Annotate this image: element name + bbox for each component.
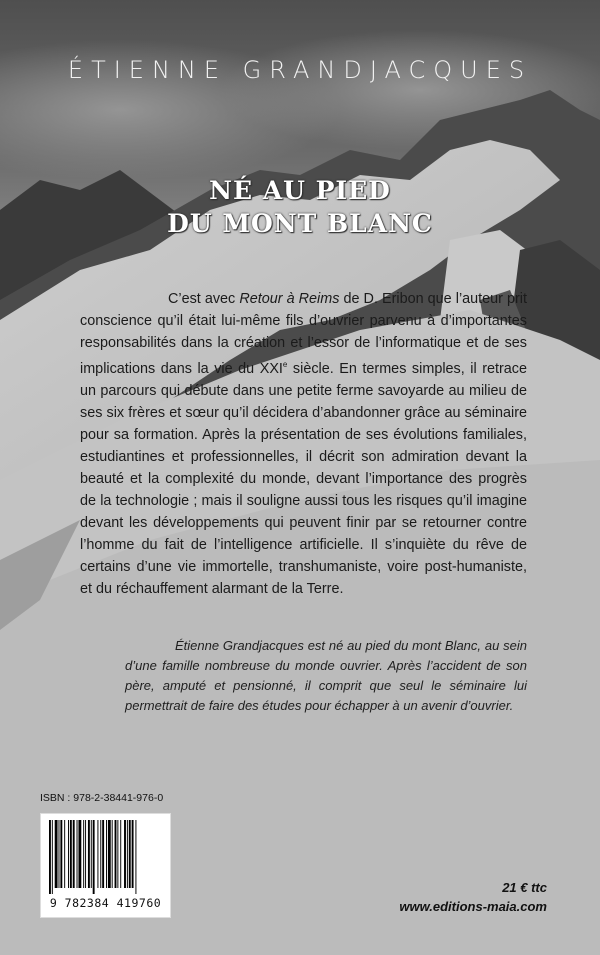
barcode-bar <box>132 820 134 888</box>
barcode-bar <box>78 820 81 888</box>
barcode-bar <box>64 820 65 888</box>
author-bio <box>125 636 527 716</box>
barcode-bar <box>55 820 58 888</box>
barcode-bar <box>83 820 84 888</box>
barcode-bar <box>117 820 118 888</box>
price: 21 € ttc <box>502 880 547 895</box>
barcode-bar <box>60 820 62 888</box>
barcode-bar <box>70 820 72 888</box>
blurb-text <box>80 288 527 600</box>
barcode-bar <box>100 820 101 888</box>
barcode-bar <box>73 820 75 888</box>
isbn-label: ISBN : 978-2-38441-976-0 <box>40 792 164 804</box>
barcode-bar <box>124 820 126 888</box>
barcode-bar <box>49 820 51 894</box>
barcode-bar <box>59 820 60 888</box>
barcode-bar <box>106 820 107 888</box>
barcode-bar <box>91 820 92 888</box>
barcode-bar <box>85 820 86 888</box>
barcode-bar <box>108 820 111 888</box>
barcode-bar <box>97 820 98 888</box>
author-bio-paragraph: Étienne Grandjacques est né au pied du mont Blanc, au sein d’une famille nombreuse du monde ouvrier. Après l’accident de son père, amputé et pensionné, il comprit que seul le séminaire lui permettrait de faire des études pour échapper à un avenir d’ouvrier. <box>125 638 527 713</box>
barcode-bar <box>112 820 113 888</box>
barcode-bar <box>135 820 136 894</box>
barcode-bar <box>120 820 121 888</box>
barcode-bar <box>52 820 53 894</box>
barcode-bar <box>127 820 128 888</box>
barcode <box>40 813 171 918</box>
book-title <box>0 174 600 240</box>
blurb-paragraph: C’est avec Retour à Reims de D. Eribon que l’auteur prit conscience qu’il était lui-même fils d’ouvrier parvenu à d’importantes responsabilités dans la création et l’essor de l’informatique et de ses implications dans la vie du XXIe siècle. En termes simples, il retrace un parcours qui débute dans une petite ferme savoyarde au milieu de ses six frères et sœur qu’il décidera d’abandonner grâce au séminaire pour sa formation. Après la présentation de ses évolutions familiales, estudiantines et professionnelles, il décrit son admiration devant la beauté et la complexité du monde, devant l’importance des progrès de la technologie ; mais il souligne aussi tous les risques qu’il imagine devant les développements qui peuvent finir par se retourner contre l’homme du fait de l’intelligence artificielle. Il s’inquiète du rêve de certains d’une vie immortelle, transhumaniste, voire post-humaniste, et du réchauffement alarmant de la Terre. <box>80 291 527 597</box>
barcode-bar <box>77 820 78 888</box>
book-title-line-1: NÉ AU PIED <box>209 176 391 205</box>
book-title-line-2: DU MONT BLANC <box>167 209 433 238</box>
barcode-bar <box>129 820 131 888</box>
barcode-bars <box>49 820 162 894</box>
publisher-website: www.editions-maia.com <box>399 899 547 914</box>
barcode-bar <box>88 820 90 888</box>
barcode-bar <box>68 820 69 888</box>
barcode-bar <box>93 820 95 894</box>
barcode-number: 9 782384 419760 <box>49 896 162 910</box>
barcode-bar <box>115 820 117 888</box>
author-name: ÉTIENNE GRANDJACQUES <box>67 56 533 84</box>
barcode-bar <box>102 820 104 888</box>
